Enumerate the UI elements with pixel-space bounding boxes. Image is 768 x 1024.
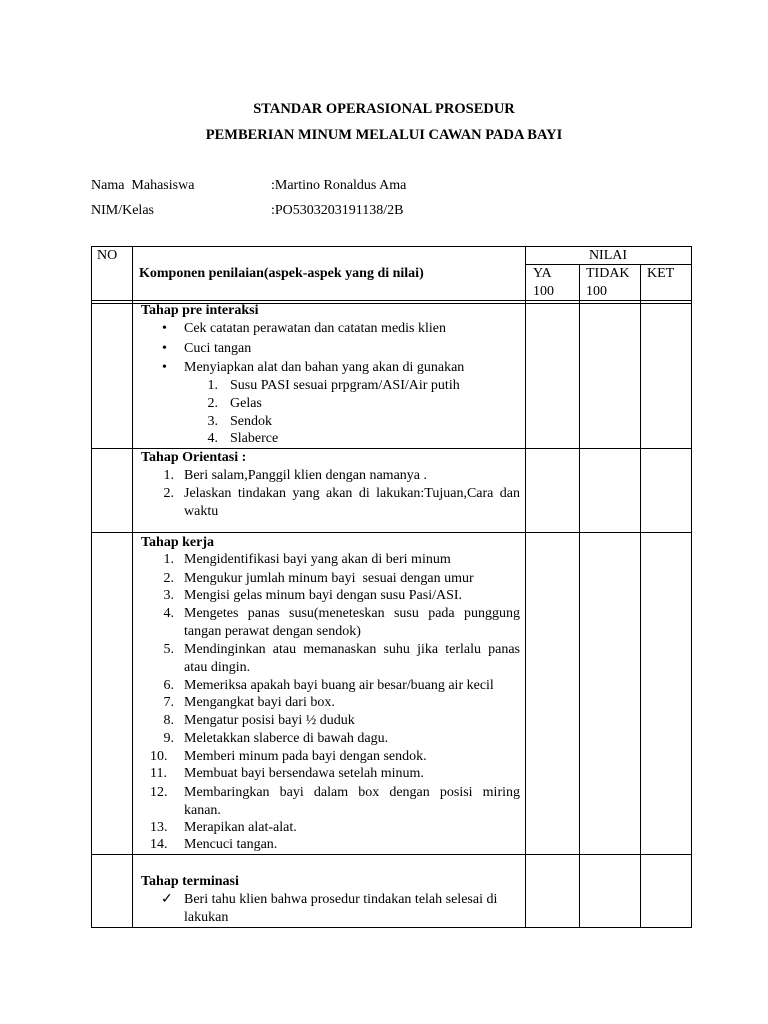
bullet-icon: • bbox=[162, 341, 167, 356]
list-item: Beri salam,Panggil klien dengan namanya . bbox=[184, 468, 427, 483]
list-item: Mengukur jumlah minum bayi sesuai dengan umur bbox=[184, 571, 474, 586]
header-ket: KET bbox=[647, 266, 675, 281]
table-border-bottom bbox=[91, 927, 692, 928]
bullet-icon: • bbox=[162, 321, 167, 336]
list-number: 10. bbox=[150, 749, 168, 764]
list-item: Mengisi gelas minum bayi dengan susu Pasi/ASI. bbox=[184, 588, 463, 603]
list-item: Menyiapkan alat dan bahan yang akan di gunakan bbox=[184, 360, 465, 375]
list-number: 4. bbox=[207, 431, 218, 446]
list-item: Memberi minum pada bayi dengan sendok. bbox=[184, 749, 427, 764]
list-item: Jelaskan tindakan yang akan di lakukan:Tujuan,Cara dan waktu bbox=[184, 486, 520, 519]
list-number: 8. bbox=[163, 713, 174, 728]
header-tidak: TIDAK bbox=[586, 266, 630, 281]
list-item: Membaringkan bayi dalam box dengan posisi miring kanan. bbox=[184, 785, 520, 818]
section-title-orientasi: Tahap Orientasi : bbox=[141, 450, 247, 465]
student-nim-label: NIM/Kelas bbox=[91, 203, 154, 218]
list-number: 1. bbox=[163, 468, 174, 483]
list-item: Mengidentifikasi bayi yang akan di beri minum bbox=[184, 552, 451, 567]
table-border-right bbox=[691, 246, 692, 928]
list-number: 7. bbox=[163, 695, 174, 710]
list-item: Susu PASI sesuai prpgram/ASI/Air putih bbox=[230, 378, 460, 393]
list-number: 4. bbox=[163, 606, 174, 621]
table-row-divider bbox=[91, 854, 692, 855]
header-nilai: NILAI bbox=[588, 248, 628, 263]
list-item: Mengatur posisi bayi ½ duduk bbox=[184, 713, 355, 728]
list-item: Mengetes panas susu(meneteskan susu pada punggung tangan perawat dengan sendok) bbox=[184, 606, 520, 639]
list-number: 12. bbox=[150, 785, 168, 800]
list-number: 2. bbox=[163, 486, 174, 501]
student-name-value: :Martino Ronaldus Ama bbox=[271, 178, 407, 193]
list-item: Meletakkan slaberce di bawah dagu. bbox=[184, 731, 389, 746]
list-item: Mendinginkan atau memanaskan suhu jika terlalu panas atau dingin. bbox=[184, 642, 520, 675]
document-subtitle: PEMBERIAN MINUM MELALUI CAWAN PADA BAYI bbox=[205, 127, 563, 143]
list-item: Cek catatan perawatan dan catatan medis klien bbox=[184, 321, 446, 336]
list-number: 1. bbox=[163, 552, 174, 567]
list-number: 13. bbox=[150, 820, 168, 835]
list-item: Sendok bbox=[230, 414, 272, 429]
section-title-terminasi: Tahap terminasi bbox=[141, 874, 239, 889]
section-title-kerja: Tahap kerja bbox=[141, 535, 215, 550]
list-item: Membuat bayi bersendawa setelah minum. bbox=[184, 766, 424, 781]
header-no: NO bbox=[97, 248, 118, 263]
list-item: Mencuci tangan. bbox=[184, 837, 278, 852]
list-number: 3. bbox=[207, 414, 218, 429]
table-col-divider bbox=[525, 246, 526, 928]
list-number: 11. bbox=[150, 766, 167, 781]
list-item: Gelas bbox=[230, 396, 262, 411]
list-number: 1. bbox=[207, 378, 218, 393]
list-item: Cuci tangan bbox=[184, 341, 252, 356]
student-name-label: Nama Mahasiswa bbox=[91, 178, 195, 193]
section-title-pre-interaksi: Tahap pre interaksi bbox=[141, 303, 259, 318]
table-row-divider bbox=[91, 532, 692, 533]
list-item: Beri tahu klien bahwa prosedur tindakan telah selesai di lakukan bbox=[184, 892, 498, 925]
list-number: 14. bbox=[150, 837, 168, 852]
table-col-divider bbox=[640, 264, 641, 928]
list-number: 2. bbox=[207, 396, 218, 411]
list-number: 2. bbox=[163, 571, 174, 586]
list-item: Memeriksa apakah bayi buang air besar/buang air kecil bbox=[184, 678, 494, 693]
table-border-left bbox=[91, 246, 92, 928]
list-number: 5. bbox=[163, 642, 174, 657]
list-item: Slaberce bbox=[230, 431, 279, 446]
list-number: 9. bbox=[163, 731, 174, 746]
checkmark-icon: ✓ bbox=[161, 892, 173, 907]
header-component: Komponen penilaian(aspek-aspek yang di nilai) bbox=[139, 266, 424, 281]
list-number: 3. bbox=[163, 588, 174, 603]
bullet-icon: • bbox=[162, 360, 167, 375]
list-number: 6. bbox=[163, 678, 174, 693]
header-ya: YA bbox=[533, 266, 552, 281]
table-col-divider bbox=[132, 246, 133, 928]
table-col-divider bbox=[579, 264, 580, 928]
header-ya-score: 100 bbox=[533, 284, 554, 299]
document-title: STANDAR OPERASIONAL PROSEDUR bbox=[253, 101, 515, 117]
header-tidak-score: 100 bbox=[586, 284, 607, 299]
list-item: Mengangkat bayi dari box. bbox=[184, 695, 335, 710]
student-nim-value: :PO5303203191138/2B bbox=[271, 203, 404, 218]
list-item: Merapikan alat-alat. bbox=[184, 820, 297, 835]
